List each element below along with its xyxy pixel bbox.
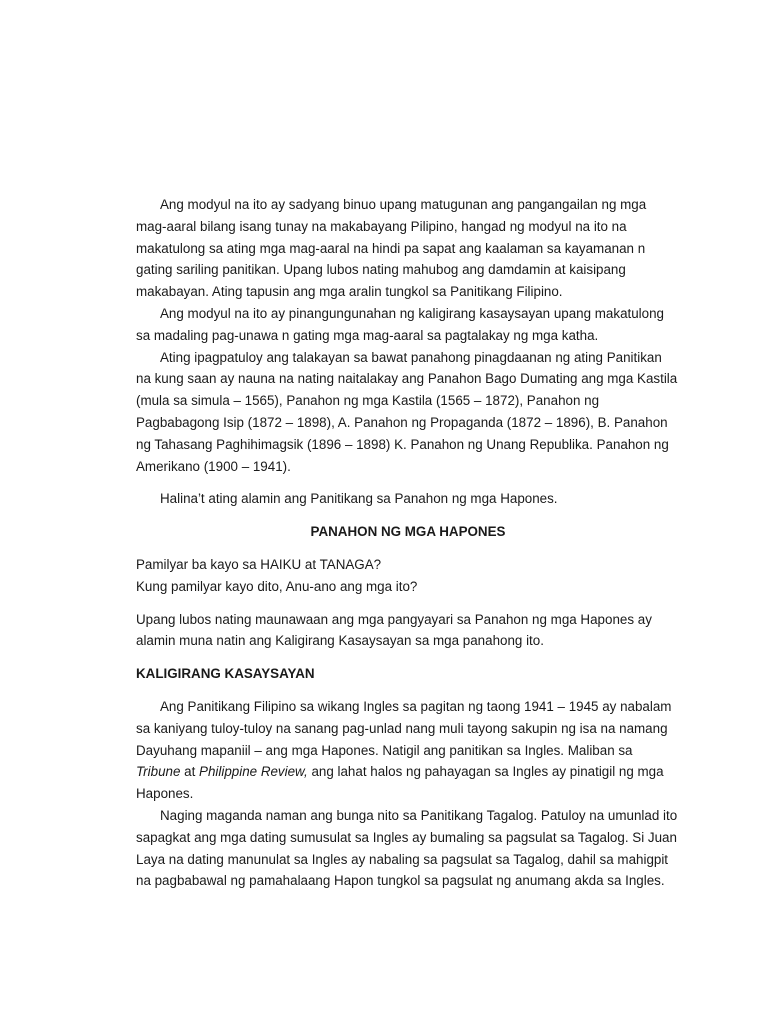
- history-p1-text-mid: at: [180, 764, 200, 780]
- history-paragraph-2: Naging maganda naman ang bunga nito sa Panitikang Tagalog. Patuloy na umunlad ito sapagkat ang mga dating sumusulat sa Ingles ay bumaling sa pagsulat sa Tagalog. Si Juan Laya na dating manunulat sa Ingles ay nabaling sa pagsulat sa Tagalog, dahil sa mahigpit na pagbabawal ng pamahalaang Hapon tungkol sa pagsulat ng anumang akda sa Ingles.: [136, 807, 678, 889]
- invite-paragraph: Halina’t ating alamin ang Panitikang sa Panahon ng mga Hapones.: [160, 491, 558, 507]
- history-p1-text-before: Ang Panitikang Filipino sa wikang Ingles sa pagitan ng taong 1941 – 1945 ay nabalam sa kaniyang tuloy-tuloy na sanang pag-unlad nang muli tayong sakupin ng isa na namang Dayuhang mapaniil – ang mga Hapones. Natigil ang panitikan sa Ingles. Maliban sa: [136, 698, 672, 758]
- intro-paragraph-3: Ating ipagpatuloy ang talakayan sa bawat panahong pinagdaanan ng ating Panitikan na kung saan ay nauna na nating naitalakay ang Panahon Bago Dumating ang mga Kastila (mula sa simula – 1565), Panahon ng mga Kastila (1565 – 1872), Panahon ng Pagbabagong Isip (1872 – 1898), A. Panahon ng Propaganda (1872 – 1896), B. Panahon ng Tahasang Paghihimagsik (1896 – 1898) K. Panahon ng Unang Republika. Panahon ng Amerikano (1900 – 1941).: [136, 349, 678, 474]
- tribune-title: Tribune: [136, 764, 181, 780]
- intro-paragraph-2: Ang modyul na ito ay pinangungunahan ng kaligirang kasaysayan upang makatulong sa madaling pag-unawa n gating mga mag-aaral sa pagtalakay ng mga katha.: [136, 305, 664, 343]
- intro-paragraph-1: Ang modyul na ito ay sadyang binuo upang matugunan ang pangangailan ng mga mag-aaral bilang isang tunay na makabayang Pilipino, hangad ng modyul na ito na makatulong sa ating mga mag-aaral na hindi pa sapat ang kaalaman sa kayamanan n gating sariling panitikan. Upang lubos nating mahubog ang damdamin at kaisipang makabayan. Ating tapusin ang mga aralin tungkol sa Panitikang Filipino.: [136, 197, 647, 300]
- context-paragraph: Upang lubos nating maunawaan ang mga pangyayari sa Panahon ng mga Hapones ay alamin muna natin ang Kaligirang Kasaysayan sa mga panahong ito.: [136, 611, 652, 649]
- history-heading: KALIGIRANG KASAYSAYAN: [136, 666, 315, 682]
- section-title: PANAHON NG MGA HAPONES: [310, 524, 506, 540]
- history-p1-text-after: ang lahat halos ng pahayagan sa Ingles ay pinatigil ng mga Hapones.: [136, 764, 664, 802]
- philippine-review-title: Philippine Review,: [199, 764, 308, 780]
- question-1: Pamilyar ba kayo sa HAIKU at TANAGA?: [136, 556, 382, 572]
- history-paragraph-1: [136, 696, 680, 805]
- document-page: [136, 194, 680, 892]
- question-2: Kung pamilyar kayo dito, Anu-ano ang mga ito?: [136, 578, 418, 594]
